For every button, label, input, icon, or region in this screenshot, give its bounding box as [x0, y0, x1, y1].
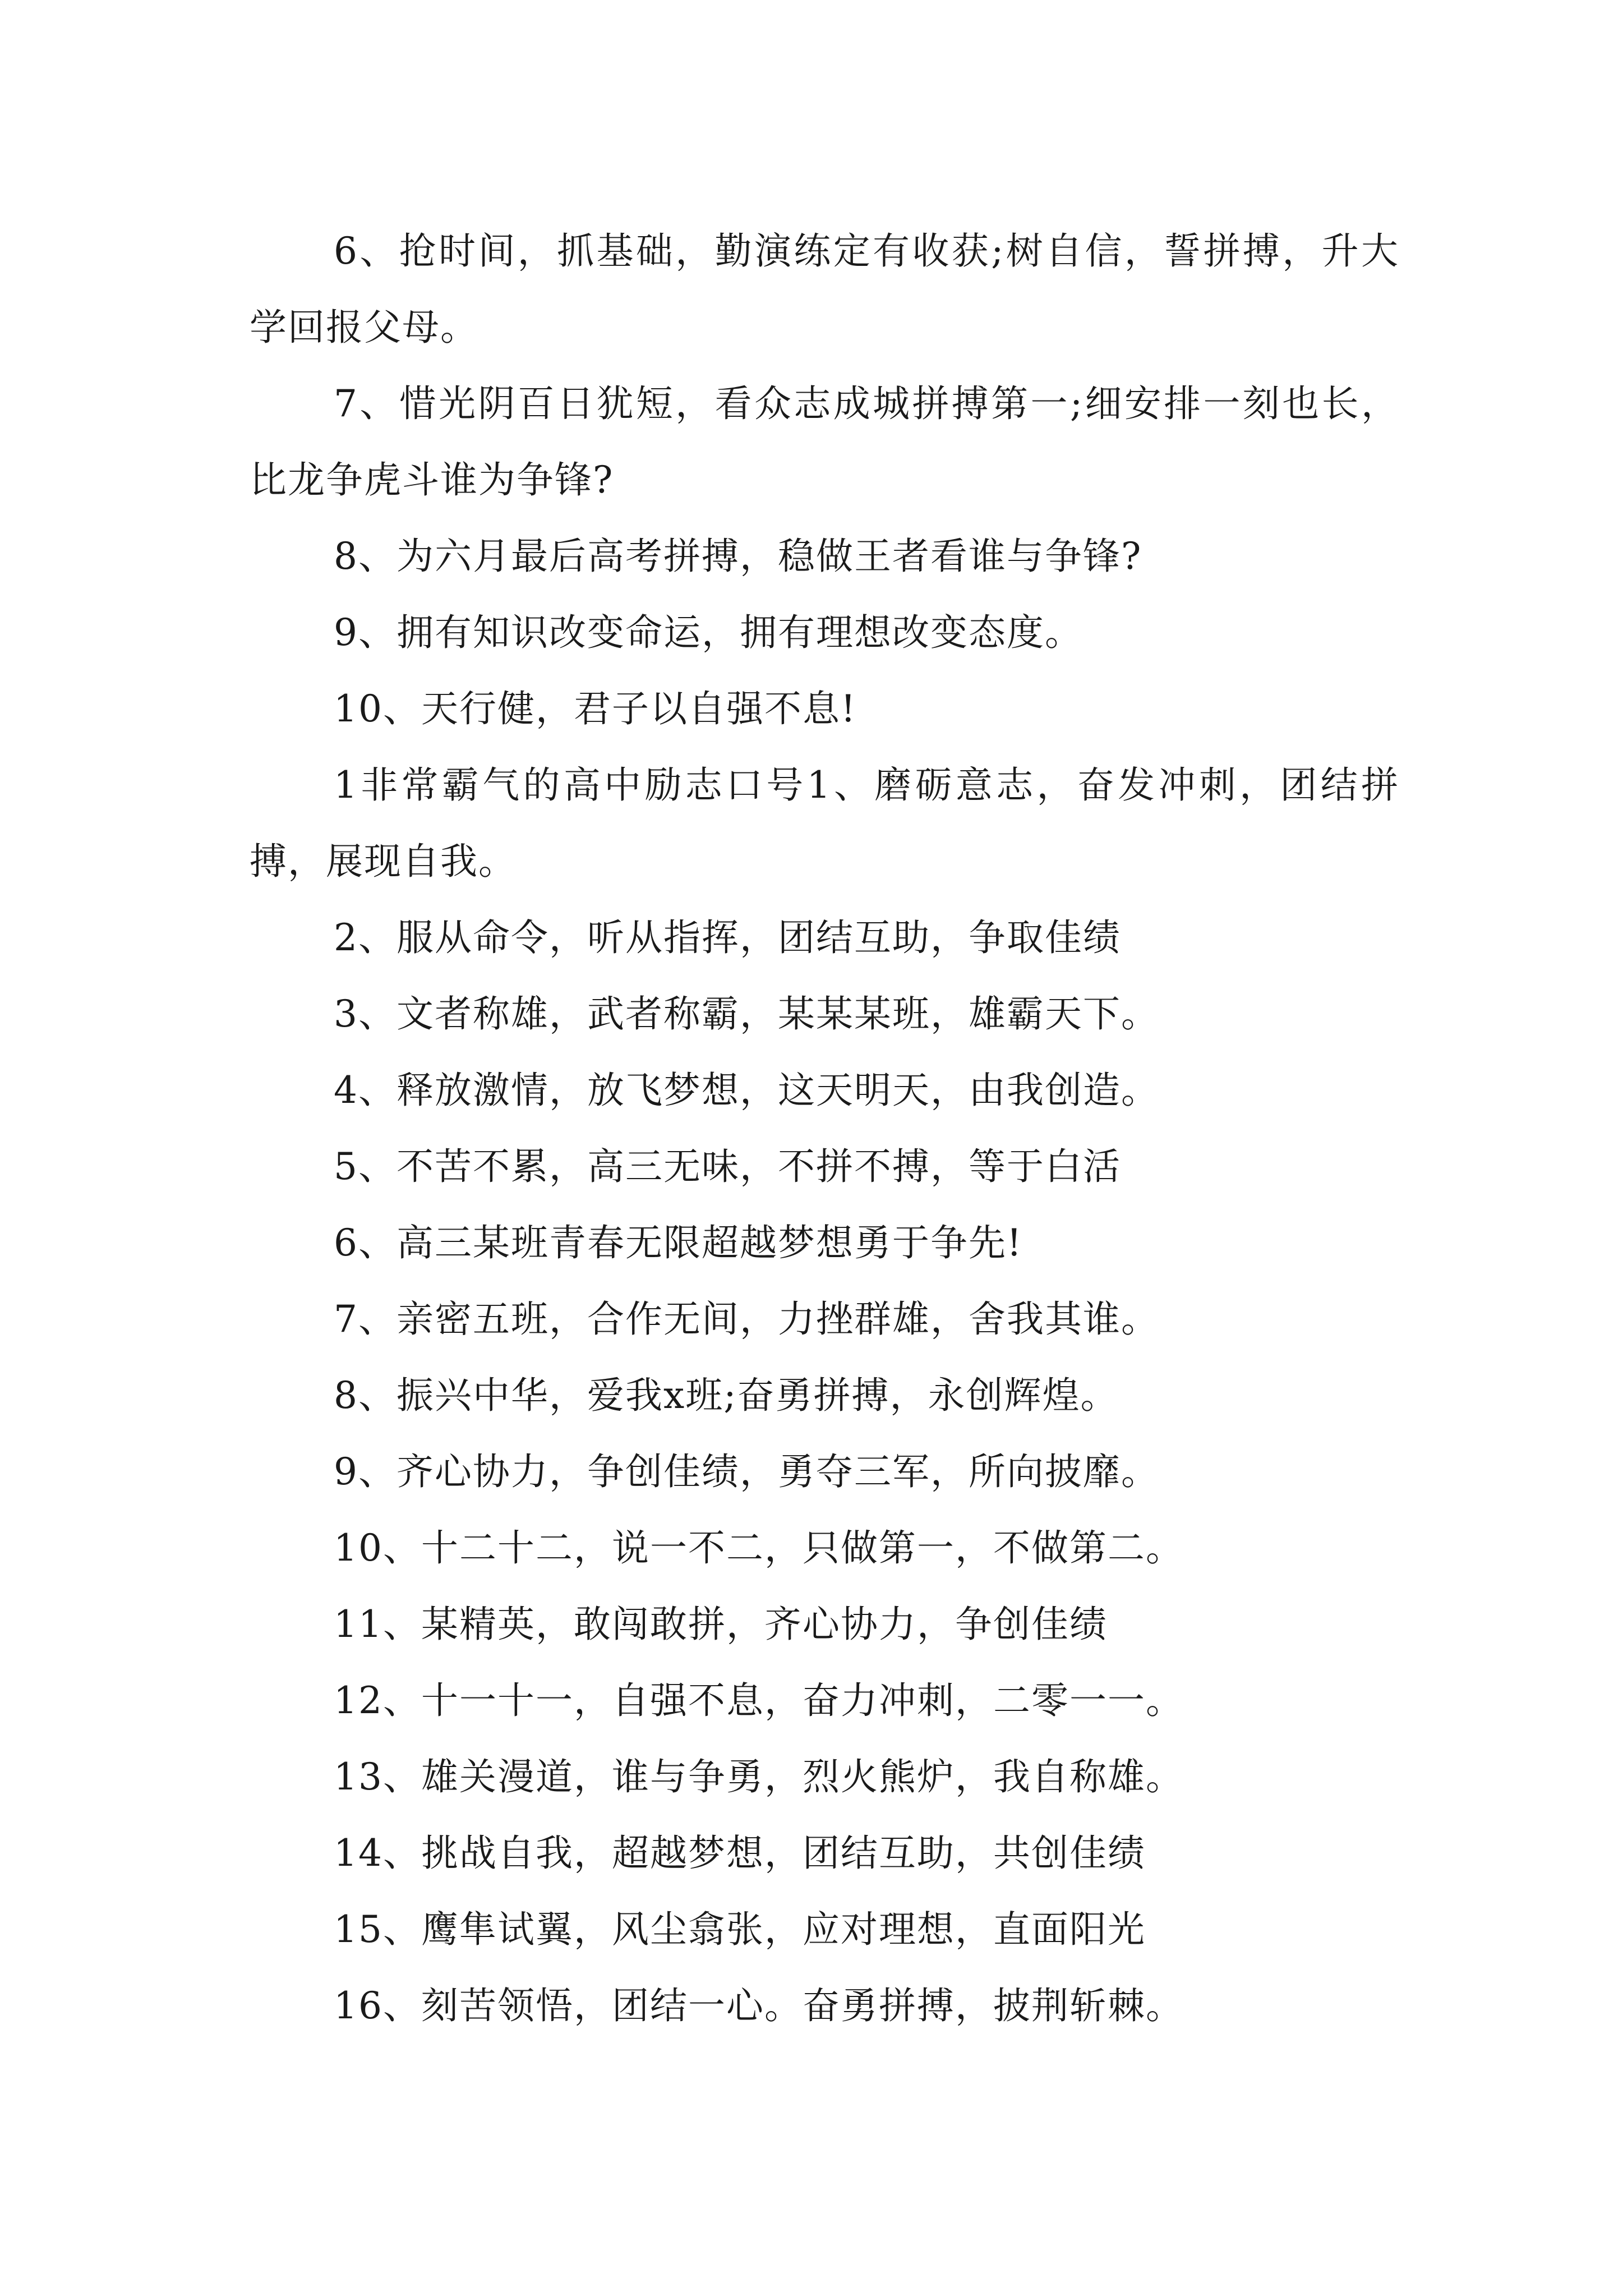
paragraph: 8、振兴中华，爱我x班;奋勇拼搏，永创辉煌。	[334, 1374, 1119, 1417]
paragraph: 1非常霸气的高中励志口号1、磨砺意志，奋发冲刺，团结拼搏，展现自我。	[250, 763, 1399, 883]
paragraph: 3、文者称雄，武者称霸，某某某班，雄霸天下。	[334, 992, 1159, 1036]
paragraph: 10、天行健，君子以自强不息!	[334, 687, 857, 730]
document-body	[250, 213, 1399, 2044]
paragraph: 9、拥有知识改变命运，拥有理想改变态度。	[334, 611, 1083, 654]
paragraph: 7、惜光阴百日犹短，看众志成城拼搏第一;细安排一刻也长，比龙争虎斗谁为争锋?	[250, 382, 1399, 501]
paragraph: 4、释放激情，放飞梦想，这天明天，由我创造。	[334, 1069, 1159, 1112]
paragraph: 9、齐心协力，争创佳绩，勇夺三军，所向披靡。	[334, 1450, 1159, 1493]
paragraph: 6、高三某班青春无限超越梦想勇于争先!	[334, 1221, 1023, 1264]
paragraph: 12、十一十一，自强不息，奋力冲刺，二零一一。	[334, 1679, 1184, 1722]
paragraph: 10、十二十二，说一不二，只做第一，不做第二。	[334, 1526, 1184, 1570]
paragraph: 14、挑战自我，超越梦想，团结互助，共创佳绩	[334, 1832, 1146, 1875]
paragraph: 11、某精英，敢闯敢拼，齐心协力，争创佳绩	[334, 1603, 1108, 1646]
paragraph: 16、刻苦领悟，团结一心。奋勇拼搏，披荆斩棘。	[334, 1984, 1184, 2027]
paragraph: 7、亲密五班，合作无间，力挫群雄，舍我其谁。	[334, 1297, 1159, 1341]
paragraph: 15、鹰隼试翼，风尘翕张，应对理想，直面阳光	[334, 1908, 1146, 1951]
paragraph: 2、服从命令，听从指挥，团结互助，争取佳绩	[334, 916, 1121, 959]
paragraph: 5、不苦不累，高三无味，不拼不搏，等于白活	[334, 1145, 1121, 1188]
paragraph: 8、为六月最后高考拼搏，稳做王者看谁与争锋?	[334, 535, 1142, 578]
paragraph: 6、抢时间，抓基础，勤演练定有收获;树自信，誓拼搏，升大学回报父母。	[250, 229, 1399, 349]
paragraph: 13、雄关漫道，谁与争勇，烈火熊炉，我自称雄。	[334, 1755, 1184, 1798]
